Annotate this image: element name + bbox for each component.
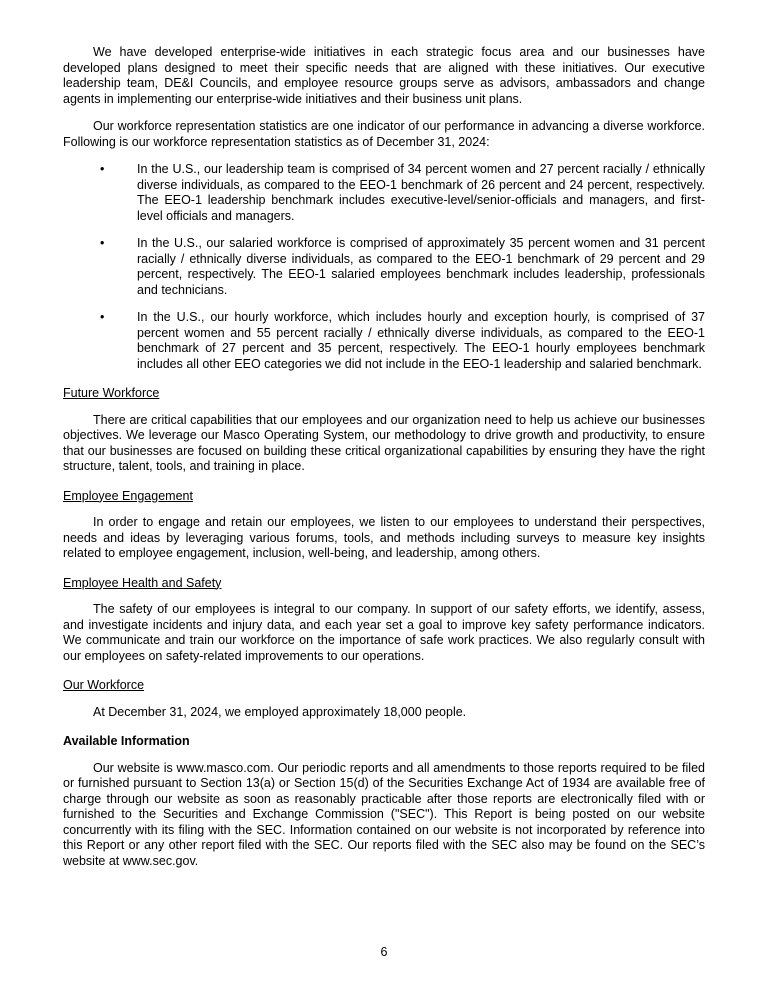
bullet-text-hourly: In the U.S., our hourly workforce, which includes hourly and exception hourly, is comprised of 37 percent women and 55 percent racially / ethnically diverse individuals, as compared to the EEO-1 benchmark of 27 percent and 35 percent, respectively. The EEO-1 hourly employees benchmark includes all other EEO categories we did not include in the EEO-1 leadership and salaried benchmark. bbox=[137, 310, 705, 371]
paragraph-our-workforce: At December 31, 2024, we employed approximately 18,000 people. bbox=[93, 704, 467, 719]
list-item bbox=[100, 162, 705, 224]
heading-available-information: Available Information bbox=[63, 734, 190, 748]
paragraph-available-information: Our website is www.masco.com. Our periodic reports and all amendments to those reports required to be filed or furnished pursuant to Section 13(a) or Section 15(d) of the Securities Exchange Act of 1934 are available free of charge through our website as soon as reasonably practicable after those reports are electronically filed with or furnished to the Securities and Exchange Commission ("SEC"). This Report is being posted on our website concurrently with its filing with the SEC. Information contained on our website is not incorporated by reference into this Report or any other report filed with the SEC. Our reports filed with the SEC also may be found on the SEC’s website at www.sec.gov. bbox=[63, 760, 705, 868]
heading-employee-engagement: Employee Engagement bbox=[63, 488, 193, 503]
bullet-text-leadership: In the U.S., our leadership team is comprised of 34 percent women and 27 percent racially / ethnically diverse individuals, as compared to the EEO-1 benchmark of 26 percent and 24 percent, respectively. The EEO-1 leadership benchmark includes executive-level/senior-officials and managers, and first-level officials and managers. bbox=[137, 162, 705, 223]
list-item bbox=[100, 236, 705, 298]
list-item bbox=[100, 310, 705, 372]
paragraph-future-workforce: There are critical capabilities that our employees and our organization need to help us achieve our businesses objectives. We leverage our Masco Operating System, our methodology to drive growth and productivity, to ensure that our businesses are focused on building these critical organizational capabilities by ensuring they have the right structure, talent, tools, and training in place. bbox=[63, 412, 705, 473]
bullet-text-salaried: In the U.S., our salaried workforce is comprised of approximately 35 percent women and 31 percent racially / ethnically diverse individuals, as compared to the EEO-1 benchmark of 29 percent and 29 percent, respectively. The EEO-1 salaried employees benchmark includes leadership, professionals and technicians. bbox=[137, 236, 705, 297]
paragraph-initiatives: We have developed enterprise-wide initiatives in each strategic focus area and our businesses have developed plans designed to meet their specific needs that are aligned with these initiatives. Our executive leadership team, DE&I Councils, and employee resource groups serve as advisors, ambassadors and change agents in implementing our enterprise-wide initiatives and their business unit plans. bbox=[63, 45, 705, 106]
bullet-icon: • bbox=[100, 236, 105, 250]
bullet-icon: • bbox=[100, 162, 105, 176]
heading-our-workforce: Our Workforce bbox=[63, 678, 145, 692]
paragraph-employee-engagement: In order to engage and retain our employees, we listen to our employees to understand their perspectives, needs and ideas by leveraging various forums, tools, and methods including surveys to measure key insights related to employee engagement, inclusion, well-being, and leadership, among others. bbox=[63, 515, 705, 560]
heading-future-workforce: Future Workforce bbox=[63, 386, 160, 400]
bullet-icon: • bbox=[100, 310, 105, 324]
paragraph-employee-health-safety: The safety of our employees is integral to our company. In support of our safety efforts, we identify, assess, and investigate incidents and injury data, and each year set a goal to improve key safety performance indicators. We communicate and train our workforce on the importance of safe work practices. We also regularly consult with our employees on safety-related improvements to our operations. bbox=[63, 602, 705, 663]
heading-employee-health-safety: Employee Health and Safety bbox=[63, 575, 222, 590]
page-number: 6 bbox=[380, 944, 388, 959]
paragraph-workforce-stats: Our workforce representation statistics are one indicator of our performance in advancing a diverse workforce. Following is our workforce representation statistics as of December 31, 2024: bbox=[63, 119, 705, 149]
